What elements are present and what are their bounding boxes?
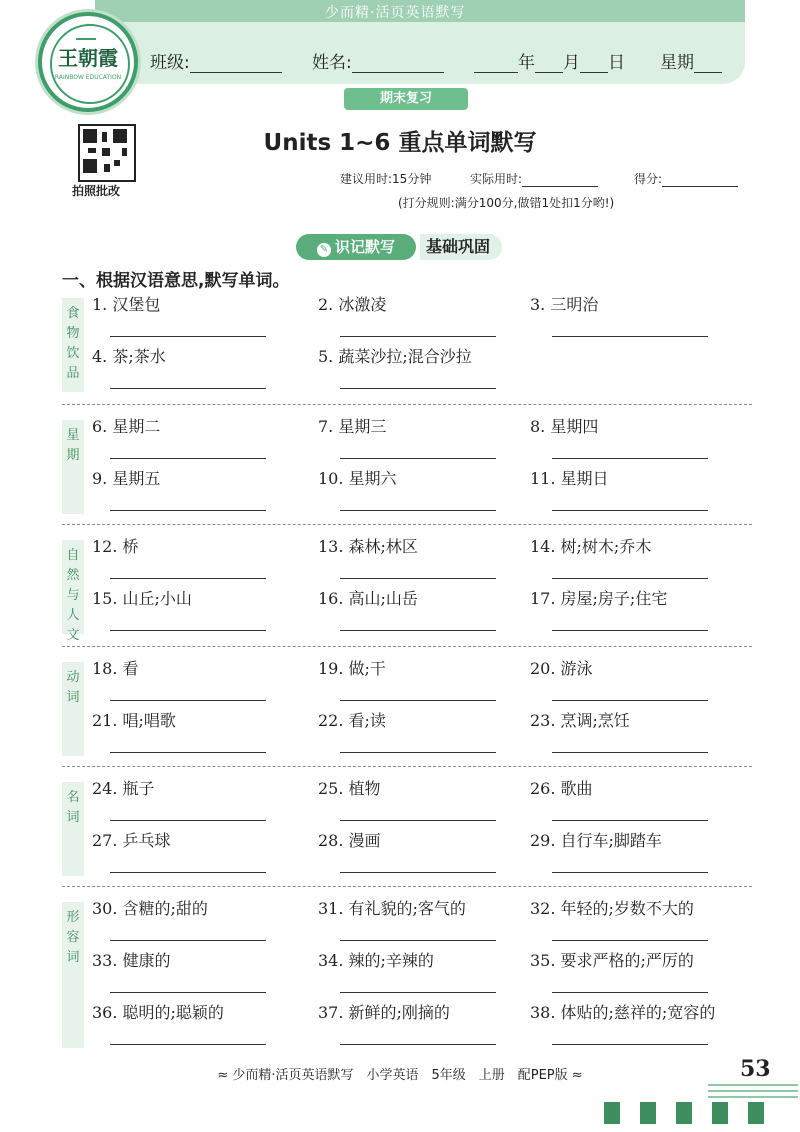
answer-blank[interactable]: [552, 336, 708, 337]
vocab-prompt: 21. 唱;唱歌: [92, 711, 176, 730]
vocab-prompt: 15. 山丘;小山: [92, 589, 192, 608]
header-band: [95, 0, 745, 22]
vocab-prompt: 1. 汉堡包: [92, 295, 161, 314]
vocab-prompt: 19. 做;干: [318, 659, 386, 678]
answer-blank[interactable]: [340, 458, 496, 459]
vocab-prompt: 16. 高山;山岳: [318, 589, 418, 608]
answer-blank[interactable]: [340, 1044, 496, 1045]
vocab-prompt: 27. 乒乓球: [92, 831, 171, 850]
vocab-prompt: 32. 年轻的;岁数不大的: [530, 899, 694, 918]
vocab-prompt: 25. 植物: [318, 779, 381, 798]
answer-blank[interactable]: [552, 578, 708, 579]
vocab-prompt: 11. 星期日: [530, 469, 609, 488]
answer-blank[interactable]: [110, 578, 266, 579]
answer-blank[interactable]: [110, 700, 266, 701]
vocab-prompt: 13. 森林;林区: [318, 537, 418, 556]
footer-bar: [640, 1102, 656, 1124]
score-label: 得分:: [634, 172, 663, 186]
vocab-prompt: 28. 漫画: [318, 831, 381, 850]
weekday-blank[interactable]: [694, 56, 722, 73]
answer-blank[interactable]: [552, 752, 708, 753]
group-separator: [62, 524, 752, 525]
month-blank[interactable]: [535, 56, 563, 73]
vocab-prompt: 24. 瓶子: [92, 779, 155, 798]
instruction: 一、根据汉语意思,默写单词。: [62, 271, 290, 291]
footer-bar: [604, 1102, 620, 1124]
day-blank[interactable]: [580, 56, 608, 73]
memo-icon: ✎: [317, 243, 331, 257]
class-blank[interactable]: [190, 56, 282, 73]
vocab-prompt: 7. 星期三: [318, 417, 387, 436]
answer-blank[interactable]: [340, 336, 496, 337]
answer-blank[interactable]: [340, 940, 496, 941]
name-blank[interactable]: [352, 56, 444, 73]
review-tag: 期末复习: [344, 88, 468, 110]
name-field: [312, 48, 444, 73]
name-label: 姓名:: [312, 53, 352, 73]
logo-crown-icon: [76, 28, 96, 40]
answer-blank[interactable]: [340, 820, 496, 821]
footer-wave: [708, 1096, 798, 1098]
year-blank[interactable]: [474, 56, 518, 73]
vocab-prompt: 12. 桥: [92, 537, 139, 556]
answer-blank[interactable]: [552, 872, 708, 873]
section-label: 基础巩固: [420, 234, 502, 260]
section-badge: [296, 234, 416, 260]
vocab-prompt: 17. 房屋;房子;住宅: [530, 589, 668, 608]
vocab-prompt: 37. 新鲜的;刚摘的: [318, 1003, 450, 1022]
group-separator: [62, 646, 752, 647]
category-text: 星期: [66, 428, 80, 463]
vocab-prompt: 6. 星期二: [92, 417, 161, 436]
answer-blank[interactable]: [110, 388, 266, 389]
date-field: [474, 48, 625, 73]
year-label: 年: [518, 53, 535, 73]
answer-blank[interactable]: [340, 752, 496, 753]
category-text: 动词: [66, 670, 80, 705]
category-label: [62, 662, 84, 756]
footer-wave: [708, 1084, 798, 1086]
answer-blank[interactable]: [552, 1044, 708, 1045]
page-number: 53: [740, 1056, 771, 1082]
group-separator: [62, 766, 752, 767]
category-text: 形容词: [66, 910, 80, 965]
answer-blank[interactable]: [110, 1044, 266, 1045]
weekday-field: [660, 48, 722, 73]
vocab-prompt: 4. 茶;茶水: [92, 347, 166, 366]
actual-time-label: 实际用时:: [470, 172, 523, 186]
scoring-rule: (打分规则:满分100分,做错1处扣1分哟!): [398, 196, 615, 210]
group-separator: [62, 404, 752, 405]
category-label: [62, 540, 84, 643]
logo-subtext: RAINBOW EDUCATION: [54, 74, 122, 81]
answer-blank[interactable]: [110, 872, 266, 873]
class-label: 班级:: [150, 53, 190, 73]
category-label: [62, 782, 84, 876]
answer-blank[interactable]: [110, 458, 266, 459]
footer-bar: [712, 1102, 728, 1124]
category-text: 食物饮品: [66, 306, 80, 381]
category-label: [62, 298, 84, 392]
vocab-prompt: 34. 辣的;辛辣的: [318, 951, 434, 970]
answer-blank[interactable]: [110, 510, 266, 511]
footer-bar: [748, 1102, 764, 1124]
vocab-prompt: 36. 聪明的;聪颖的: [92, 1003, 224, 1022]
answer-blank[interactable]: [340, 510, 496, 511]
answer-blank[interactable]: [340, 700, 496, 701]
vocab-prompt: 2. 冰激凌: [318, 295, 387, 314]
footer: ≈ 少而精·活页英语默写 小学英语 5年级 上册 配PEP版 ≈: [217, 1068, 583, 1083]
vocab-prompt: 10. 星期六: [318, 469, 397, 488]
page-title: Units 1~6 重点单词默写: [263, 130, 537, 156]
answer-blank[interactable]: [340, 872, 496, 873]
answer-blank[interactable]: [110, 820, 266, 821]
answer-blank[interactable]: [552, 992, 708, 993]
vocab-prompt: 22. 看;读: [318, 711, 386, 730]
actual-time-field: [470, 170, 598, 187]
category-label: [62, 902, 84, 1048]
vocab-prompt: 9. 星期五: [92, 469, 161, 488]
suggested-time: 建议用时:15分钟: [340, 172, 432, 186]
answer-blank[interactable]: [110, 752, 266, 753]
logo-text: 王朝霞: [58, 46, 118, 70]
weekday-label: 星期: [660, 53, 694, 73]
vocab-prompt: 38. 体贴的;慈祥的;宽容的: [530, 1003, 716, 1022]
day-label: 日: [608, 53, 625, 73]
class-field: [150, 48, 282, 73]
vocab-prompt: 35. 要求严格的;严厉的: [530, 951, 694, 970]
section-badge-text: 识记默写: [334, 238, 395, 256]
answer-blank[interactable]: [110, 940, 266, 941]
vocab-prompt: 29. 自行车;脚踏车: [530, 831, 662, 850]
answer-blank[interactable]: [110, 992, 266, 993]
answer-blank[interactable]: [552, 510, 708, 511]
answer-blank[interactable]: [340, 578, 496, 579]
answer-blank[interactable]: [340, 992, 496, 993]
vocab-prompt: 5. 蔬菜沙拉;混合沙拉: [318, 347, 472, 366]
vocab-prompt: 33. 健康的: [92, 951, 171, 970]
answer-blank[interactable]: [110, 630, 266, 631]
group-separator: [62, 886, 752, 887]
vocab-prompt: 31. 有礼貌的;客气的: [318, 899, 466, 918]
publisher-logo: [38, 12, 138, 112]
answer-blank[interactable]: [340, 388, 496, 389]
footer-wave: [708, 1090, 798, 1092]
vocab-prompt: 14. 树;树木;乔木: [530, 537, 652, 556]
actual-time-blank[interactable]: [522, 174, 598, 187]
score-field: [634, 170, 738, 187]
vocab-prompt: 26. 歌曲: [530, 779, 593, 798]
category-label: [62, 420, 84, 514]
vocab-prompt: 3. 三明治: [530, 295, 599, 314]
footer-bar: [676, 1102, 692, 1124]
answer-blank[interactable]: [552, 700, 708, 701]
vocab-prompt: 23. 烹调;烹饪: [530, 711, 630, 730]
vocab-prompt: 8. 星期四: [530, 417, 599, 436]
category-text: 自然与人文: [66, 548, 80, 643]
answer-blank[interactable]: [340, 630, 496, 631]
series-band-text: 少而精·活页英语默写: [325, 5, 466, 21]
answer-blank[interactable]: [552, 940, 708, 941]
score-blank[interactable]: [662, 174, 738, 187]
answer-blank[interactable]: [110, 336, 266, 337]
vocab-prompt: 20. 游泳: [530, 659, 593, 678]
month-label: 月: [563, 53, 580, 73]
qr-label: 拍照批改: [72, 184, 121, 198]
category-text: 名词: [66, 790, 80, 825]
vocab-prompt: 30. 含糖的;甜的: [92, 899, 208, 918]
vocab-prompt: 18. 看: [92, 659, 139, 678]
answer-blank[interactable]: [552, 820, 708, 821]
answer-blank[interactable]: [552, 458, 708, 459]
answer-blank[interactable]: [552, 630, 708, 631]
